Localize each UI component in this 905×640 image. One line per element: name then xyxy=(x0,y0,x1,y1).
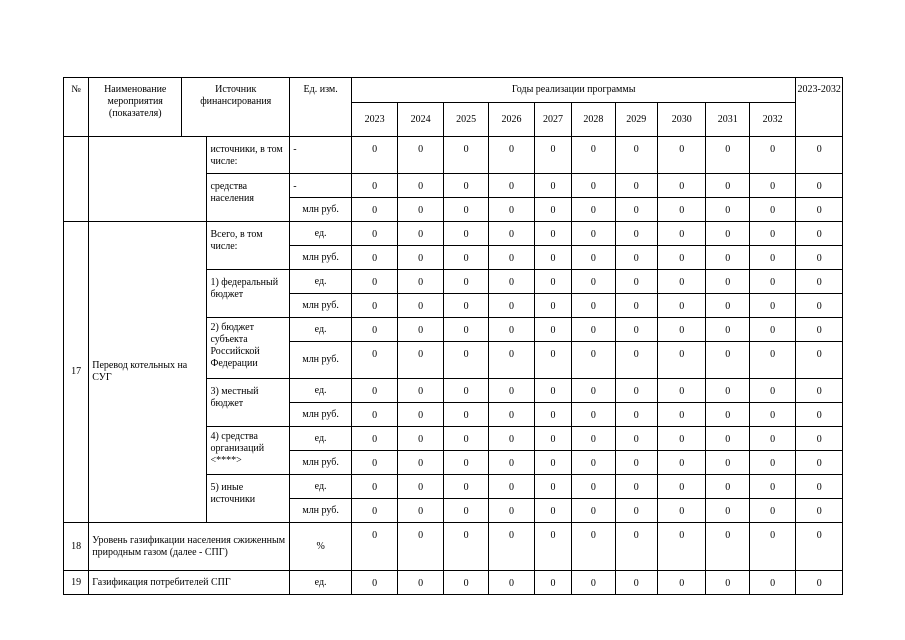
value-cell: 0 xyxy=(706,342,749,379)
year-2029: 2029 xyxy=(615,103,657,137)
header-num: № xyxy=(64,78,89,137)
year-2024: 2024 xyxy=(398,103,443,137)
value-cell: 0 xyxy=(534,137,571,174)
value-cell: 0 xyxy=(615,222,657,246)
value-cell: 0 xyxy=(706,137,749,174)
value-cell: 0 xyxy=(534,475,571,499)
unit-cell: млн руб. xyxy=(290,403,352,427)
value-cell: 0 xyxy=(351,342,397,379)
value-cell: 0 xyxy=(489,499,534,523)
value-cell: 0 xyxy=(398,523,443,571)
table-row xyxy=(64,222,843,246)
table-row xyxy=(64,571,843,595)
value-cell: 0 xyxy=(398,379,443,403)
value-cell: 0 xyxy=(749,475,796,499)
value-cell: 0 xyxy=(749,499,796,523)
value-cell: 0 xyxy=(657,294,705,318)
unit-cell: - xyxy=(290,137,352,174)
unit-cell: млн руб. xyxy=(290,499,352,523)
program-table xyxy=(63,77,843,595)
unit-cell: ед. xyxy=(290,270,352,294)
value-cell: 0 xyxy=(706,403,749,427)
num-cell: 19 xyxy=(64,571,89,595)
value-cell: 0 xyxy=(489,379,534,403)
value-cell: 0 xyxy=(443,318,488,342)
value-cell: 0 xyxy=(443,571,488,595)
value-cell: 0 xyxy=(351,294,397,318)
value-cell: 0 xyxy=(615,294,657,318)
value-cell: 0 xyxy=(398,318,443,342)
total-cell: 0 xyxy=(796,571,843,595)
source-cell: 2) бюджет субъекта Российской Федерации xyxy=(207,318,290,379)
value-cell: 0 xyxy=(489,137,534,174)
value-cell: 0 xyxy=(534,379,571,403)
source-cell: 4) средства организаций <****> xyxy=(207,427,290,475)
value-cell: 0 xyxy=(398,174,443,198)
value-cell: 0 xyxy=(615,403,657,427)
year-2028: 2028 xyxy=(572,103,615,137)
value-cell: 0 xyxy=(351,451,397,475)
value-cell: 0 xyxy=(351,270,397,294)
value-cell: 0 xyxy=(351,475,397,499)
year-2032: 2032 xyxy=(749,103,796,137)
value-cell: 0 xyxy=(749,451,796,475)
value-cell: 0 xyxy=(534,270,571,294)
year-2025: 2025 xyxy=(443,103,488,137)
value-cell: 0 xyxy=(534,403,571,427)
source-cell: источники, в том числе: xyxy=(207,137,290,174)
value-cell: 0 xyxy=(443,379,488,403)
value-cell: 0 xyxy=(657,571,705,595)
value-cell: 0 xyxy=(657,451,705,475)
value-cell: 0 xyxy=(657,403,705,427)
total-cell: 0 xyxy=(796,342,843,379)
value-cell: 0 xyxy=(489,294,534,318)
value-cell: 0 xyxy=(534,499,571,523)
source-cell: Всего, в том числе: xyxy=(207,222,290,270)
value-cell: 0 xyxy=(706,270,749,294)
value-cell: 0 xyxy=(706,379,749,403)
unit-cell: % xyxy=(290,523,352,571)
value-cell: 0 xyxy=(351,246,397,270)
value-cell: 0 xyxy=(749,403,796,427)
value-cell: 0 xyxy=(572,198,615,222)
value-cell: 0 xyxy=(749,571,796,595)
value-cell: 0 xyxy=(572,427,615,451)
unit-cell: млн руб. xyxy=(290,451,352,475)
total-cell: 0 xyxy=(796,198,843,222)
value-cell: 0 xyxy=(615,451,657,475)
total-cell: 0 xyxy=(796,379,843,403)
value-cell: 0 xyxy=(749,198,796,222)
name-cell: Уровень газификации населения сжиженным природным газом (далее - СПГ) xyxy=(89,523,290,571)
header-source xyxy=(182,78,290,137)
value-cell: 0 xyxy=(534,318,571,342)
value-cell: 0 xyxy=(489,427,534,451)
name-cell: Перевод котельных на СУГ xyxy=(89,222,207,523)
value-cell: 0 xyxy=(489,571,534,595)
value-cell: 0 xyxy=(615,342,657,379)
year-2031: 2031 xyxy=(706,103,749,137)
value-cell: 0 xyxy=(443,198,488,222)
total-cell: 0 xyxy=(796,318,843,342)
value-cell: 0 xyxy=(615,137,657,174)
value-cell: 0 xyxy=(572,475,615,499)
value-cell: 0 xyxy=(398,270,443,294)
value-cell: 0 xyxy=(351,427,397,451)
table-row xyxy=(64,137,843,174)
total-cell: 0 xyxy=(796,294,843,318)
value-cell: 0 xyxy=(351,379,397,403)
total-cell: 0 xyxy=(796,270,843,294)
year-2027: 2027 xyxy=(534,103,571,137)
value-cell: 0 xyxy=(398,403,443,427)
value-cell: 0 xyxy=(572,403,615,427)
total-cell: 0 xyxy=(796,523,843,571)
value-cell: 0 xyxy=(615,174,657,198)
unit-cell: ед. xyxy=(290,427,352,451)
num-cell xyxy=(64,137,89,222)
unit-cell: ед. xyxy=(290,475,352,499)
value-cell: 0 xyxy=(572,523,615,571)
source-cell: средства населения xyxy=(207,174,290,222)
value-cell: 0 xyxy=(443,451,488,475)
value-cell: 0 xyxy=(351,198,397,222)
total-cell: 0 xyxy=(796,427,843,451)
value-cell: 0 xyxy=(534,571,571,595)
value-cell: 0 xyxy=(615,427,657,451)
value-cell: 0 xyxy=(443,294,488,318)
year-2023: 2023 xyxy=(351,103,397,137)
header-unit: Ед. изм. xyxy=(290,78,352,137)
value-cell: 0 xyxy=(749,379,796,403)
value-cell: 0 xyxy=(489,342,534,379)
value-cell: 0 xyxy=(351,571,397,595)
value-cell: 0 xyxy=(657,379,705,403)
total-cell: 0 xyxy=(796,246,843,270)
year-2030: 2030 xyxy=(657,103,705,137)
value-cell: 0 xyxy=(749,174,796,198)
value-cell: 0 xyxy=(351,137,397,174)
value-cell: 0 xyxy=(572,499,615,523)
header-total: 2023-2032 xyxy=(796,78,843,137)
value-cell: 0 xyxy=(572,222,615,246)
value-cell: 0 xyxy=(443,174,488,198)
value-cell: 0 xyxy=(706,246,749,270)
value-cell: 0 xyxy=(572,342,615,379)
value-cell: 0 xyxy=(489,198,534,222)
value-cell: 0 xyxy=(489,475,534,499)
table-row xyxy=(64,523,843,571)
value-cell: 0 xyxy=(572,137,615,174)
unit-cell: млн руб. xyxy=(290,342,352,379)
value-cell: 0 xyxy=(706,174,749,198)
total-cell: 0 xyxy=(796,499,843,523)
value-cell: 0 xyxy=(657,137,705,174)
value-cell: 0 xyxy=(615,475,657,499)
total-cell: 0 xyxy=(796,475,843,499)
value-cell: 0 xyxy=(749,137,796,174)
total-cell: 0 xyxy=(796,403,843,427)
value-cell: 0 xyxy=(489,174,534,198)
name-cell: Газификация потребителей СПГ xyxy=(89,571,290,595)
num-cell: 18 xyxy=(64,523,89,571)
value-cell: 0 xyxy=(657,198,705,222)
value-cell: 0 xyxy=(398,198,443,222)
total-cell: 0 xyxy=(796,222,843,246)
value-cell: 0 xyxy=(749,318,796,342)
value-cell: 0 xyxy=(398,342,443,379)
value-cell: 0 xyxy=(398,222,443,246)
value-cell: 0 xyxy=(351,318,397,342)
value-cell: 0 xyxy=(706,198,749,222)
total-cell: 0 xyxy=(796,137,843,174)
unit-cell: млн руб. xyxy=(290,294,352,318)
value-cell: 0 xyxy=(706,318,749,342)
source-cell: 1) федеральный бюджет xyxy=(207,270,290,318)
value-cell: 0 xyxy=(657,174,705,198)
header-row xyxy=(64,78,843,103)
value-cell: 0 xyxy=(615,246,657,270)
value-cell: 0 xyxy=(443,403,488,427)
value-cell: 0 xyxy=(657,475,705,499)
value-cell: 0 xyxy=(657,270,705,294)
value-cell: 0 xyxy=(534,342,571,379)
value-cell: 0 xyxy=(351,174,397,198)
value-cell: 0 xyxy=(398,294,443,318)
value-cell: 0 xyxy=(489,403,534,427)
value-cell: 0 xyxy=(351,403,397,427)
num-cell: 17 xyxy=(64,222,89,523)
value-cell: 0 xyxy=(443,427,488,451)
unit-cell: ед. xyxy=(290,379,352,403)
value-cell: 0 xyxy=(443,342,488,379)
value-cell: 0 xyxy=(489,270,534,294)
value-cell: 0 xyxy=(657,523,705,571)
value-cell: 0 xyxy=(489,523,534,571)
value-cell: 0 xyxy=(489,451,534,475)
value-cell: 0 xyxy=(398,451,443,475)
value-cell: 0 xyxy=(657,427,705,451)
value-cell: 0 xyxy=(534,174,571,198)
value-cell: 0 xyxy=(534,198,571,222)
value-cell: 0 xyxy=(657,246,705,270)
value-cell: 0 xyxy=(572,294,615,318)
year-2026: 2026 xyxy=(489,103,534,137)
header-source-label: Источник финансирования xyxy=(200,84,272,107)
value-cell: 0 xyxy=(398,571,443,595)
value-cell: 0 xyxy=(534,246,571,270)
header-years-title: Годы реализации программы xyxy=(351,78,795,103)
value-cell: 0 xyxy=(398,499,443,523)
value-cell: 0 xyxy=(706,294,749,318)
value-cell: 0 xyxy=(572,571,615,595)
value-cell: 0 xyxy=(351,222,397,246)
unit-cell: ед. xyxy=(290,571,352,595)
value-cell: 0 xyxy=(534,294,571,318)
value-cell: 0 xyxy=(615,379,657,403)
value-cell: 0 xyxy=(706,222,749,246)
value-cell: 0 xyxy=(572,270,615,294)
value-cell: 0 xyxy=(443,137,488,174)
unit-cell: ед. xyxy=(290,222,352,246)
value-cell: 0 xyxy=(572,379,615,403)
value-cell: 0 xyxy=(749,342,796,379)
source-cell: 5) иные источники xyxy=(207,475,290,523)
value-cell: 0 xyxy=(615,198,657,222)
value-cell: 0 xyxy=(351,499,397,523)
header-name: Наименование мероприятия (показателя) xyxy=(89,78,182,137)
value-cell: 0 xyxy=(657,342,705,379)
value-cell: 0 xyxy=(615,318,657,342)
value-cell: 0 xyxy=(706,475,749,499)
unit-cell: млн руб. xyxy=(290,246,352,270)
value-cell: 0 xyxy=(489,318,534,342)
value-cell: 0 xyxy=(615,499,657,523)
value-cell: 0 xyxy=(572,174,615,198)
value-cell: 0 xyxy=(489,246,534,270)
value-cell: 0 xyxy=(351,523,397,571)
value-cell: 0 xyxy=(534,427,571,451)
value-cell: 0 xyxy=(398,475,443,499)
total-cell: 0 xyxy=(796,451,843,475)
value-cell: 0 xyxy=(398,246,443,270)
value-cell: 0 xyxy=(706,427,749,451)
value-cell: 0 xyxy=(706,523,749,571)
value-cell: 0 xyxy=(572,451,615,475)
value-cell: 0 xyxy=(443,475,488,499)
value-cell: 0 xyxy=(749,270,796,294)
value-cell: 0 xyxy=(706,499,749,523)
value-cell: 0 xyxy=(398,427,443,451)
value-cell: 0 xyxy=(489,222,534,246)
value-cell: 0 xyxy=(443,523,488,571)
value-cell: 0 xyxy=(615,270,657,294)
value-cell: 0 xyxy=(572,318,615,342)
value-cell: 0 xyxy=(749,523,796,571)
value-cell: 0 xyxy=(443,246,488,270)
value-cell: 0 xyxy=(749,246,796,270)
value-cell: 0 xyxy=(657,318,705,342)
value-cell: 0 xyxy=(749,222,796,246)
value-cell: 0 xyxy=(572,246,615,270)
value-cell: 0 xyxy=(657,499,705,523)
name-cell xyxy=(89,137,207,222)
value-cell: 0 xyxy=(443,270,488,294)
source-cell: 3) местный бюджет xyxy=(207,379,290,427)
value-cell: 0 xyxy=(534,523,571,571)
unit-cell: - xyxy=(290,174,352,198)
value-cell: 0 xyxy=(749,427,796,451)
value-cell: 0 xyxy=(534,451,571,475)
value-cell: 0 xyxy=(657,222,705,246)
value-cell: 0 xyxy=(706,571,749,595)
value-cell: 0 xyxy=(615,523,657,571)
value-cell: 0 xyxy=(749,294,796,318)
value-cell: 0 xyxy=(615,571,657,595)
total-cell: 0 xyxy=(796,174,843,198)
value-cell: 0 xyxy=(443,222,488,246)
value-cell: 0 xyxy=(443,499,488,523)
value-cell: 0 xyxy=(398,137,443,174)
value-cell: 0 xyxy=(706,451,749,475)
unit-cell: ед. xyxy=(290,318,352,342)
unit-cell: млн руб. xyxy=(290,198,352,222)
value-cell: 0 xyxy=(534,222,571,246)
